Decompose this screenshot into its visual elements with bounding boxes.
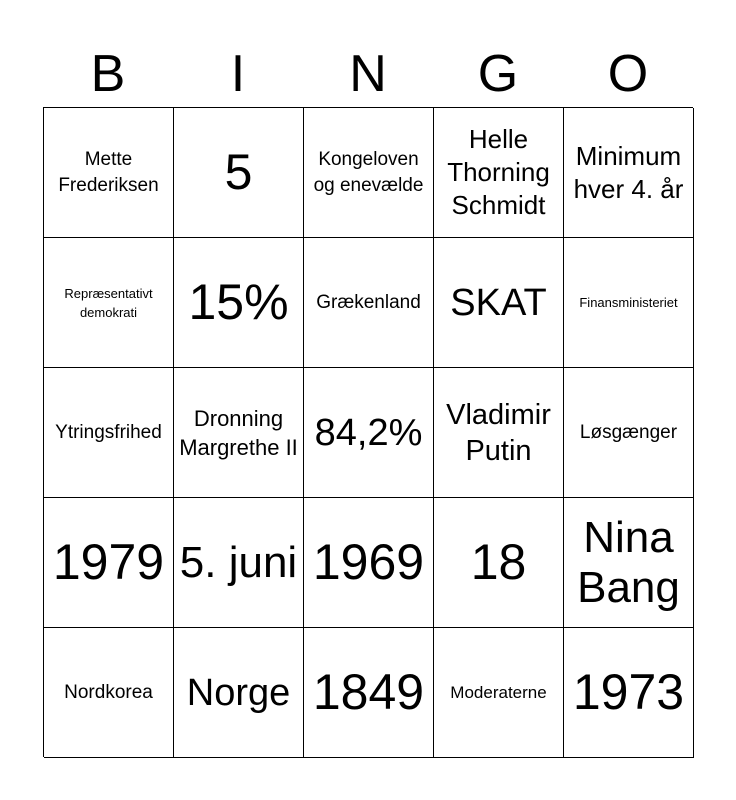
- bingo-cell[interactable]: [44, 498, 174, 628]
- header-letter-g: G: [477, 45, 519, 103]
- bingo-cell-text: 84,2%: [314, 411, 423, 454]
- bingo-cell[interactable]: [304, 628, 434, 758]
- bingo-cell-text: 1849: [312, 664, 425, 720]
- bingo-cell[interactable]: [434, 238, 564, 368]
- bingo-cell[interactable]: [564, 238, 694, 368]
- header-letter-n: N: [349, 45, 387, 103]
- bingo-cell-text: 15%: [188, 274, 289, 330]
- bingo-cell[interactable]: [174, 108, 304, 238]
- bingo-cell[interactable]: [564, 628, 694, 758]
- bingo-cell-text: Minimum hver 4. år: [573, 140, 684, 204]
- bingo-cell-text: Repræsentativt demokrati: [64, 285, 153, 320]
- bingo-cell[interactable]: [304, 368, 434, 498]
- bingo-cell-text: Finansministeriet: [579, 295, 678, 310]
- bingo-cell[interactable]: [44, 108, 174, 238]
- bingo-cell[interactable]: [304, 108, 434, 238]
- bingo-cell-text: Grækenland: [316, 291, 421, 313]
- bingo-cell-text: 5. juni: [179, 537, 298, 587]
- bingo-cell-text: 18: [470, 534, 527, 590]
- bingo-cell-text: Vladimir Putin: [446, 398, 551, 467]
- bingo-cell[interactable]: [44, 238, 174, 368]
- header-letter-i: I: [230, 45, 246, 103]
- bingo-cell-text: 1973: [572, 664, 685, 720]
- bingo-cell-text: Mette Frederiksen: [58, 148, 159, 196]
- bingo-header: [43, 40, 693, 108]
- bingo-cell[interactable]: [564, 368, 694, 498]
- bingo-cell-text: Norge: [186, 671, 291, 714]
- bingo-cell[interactable]: [44, 368, 174, 498]
- bingo-cell[interactable]: [174, 368, 304, 498]
- bingo-cell-text: 5: [224, 144, 253, 200]
- bingo-cell[interactable]: [434, 498, 564, 628]
- bingo-cell-text: Nina Bang: [577, 512, 680, 612]
- bingo-cell-text: 1979: [52, 534, 165, 590]
- header-letter-b: B: [90, 45, 126, 103]
- bingo-cell[interactable]: [304, 238, 434, 368]
- bingo-cell-text: Dronning Margrethe II: [179, 405, 298, 460]
- bingo-cell-text: Nordkorea: [64, 681, 153, 703]
- bingo-cell-text: Ytringsfrihed: [55, 421, 162, 443]
- bingo-cell[interactable]: [174, 498, 304, 628]
- bingo-cell-text: Kongeloven og enevælde: [313, 148, 424, 196]
- bingo-cell-text: Helle Thorning Schmidt: [447, 124, 550, 220]
- bingo-cell-text: 1969: [312, 534, 425, 590]
- bingo-cell[interactable]: [564, 498, 694, 628]
- bingo-cell-text: SKAT: [450, 281, 547, 324]
- bingo-cell[interactable]: [564, 108, 694, 238]
- bingo-cell[interactable]: [434, 628, 564, 758]
- bingo-cell[interactable]: [434, 368, 564, 498]
- bingo-cell[interactable]: [434, 108, 564, 238]
- bingo-cell[interactable]: [174, 628, 304, 758]
- bingo-cell[interactable]: [44, 628, 174, 758]
- header-letter-o: O: [607, 45, 649, 103]
- bingo-cell[interactable]: [174, 238, 304, 368]
- bingo-cell[interactable]: [304, 498, 434, 628]
- bingo-card-grid: [43, 107, 693, 757]
- bingo-cell-text: Løsgænger: [579, 421, 678, 443]
- bingo-cell-text: Moderaterne: [450, 683, 547, 702]
